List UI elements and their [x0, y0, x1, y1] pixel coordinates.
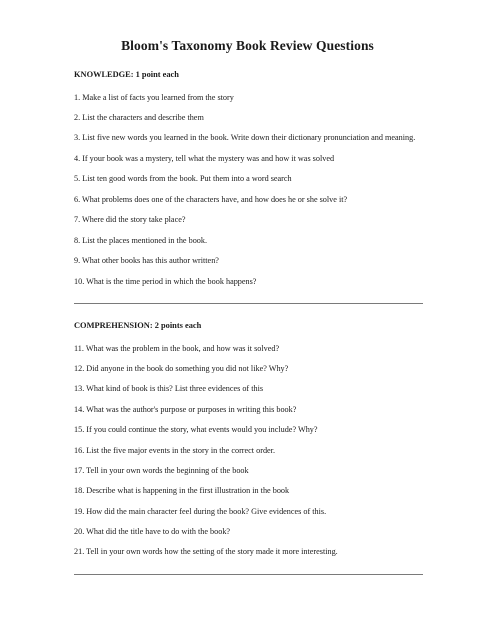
question-item: 7. Where did the story take place?	[74, 215, 186, 224]
question-item: 21. Tell in your own words how the setting of the story made it more interesting.	[74, 547, 338, 556]
section-heading-knowledge: KNOWLEDGE: 1 point each	[74, 70, 179, 79]
question-item: 14. What was the author's purpose or purposes in writing this book?	[74, 405, 297, 414]
question-item: 15. If you could continue the story, what events would you include? Why?	[74, 425, 318, 434]
question-item: 11. What was the problem in the book, and how was it solved?	[74, 344, 280, 353]
section-divider	[74, 303, 423, 304]
section-divider	[74, 574, 423, 575]
question-item: 17. Tell in your own words the beginning of the book	[74, 466, 249, 475]
question-item: 20. What did the title have to do with the book?	[74, 527, 231, 536]
question-item: 13. What kind of book is this? List three evidences of this	[74, 384, 264, 393]
question-item: 8. List the places mentioned in the book.	[74, 236, 208, 245]
question-item: 12. Did anyone in the book do something you did not like? Why?	[74, 364, 289, 373]
section-heading-comprehension: COMPREHENSION: 2 points each	[74, 321, 202, 330]
question-item: 16. List the five major events in the story in the correct order.	[74, 446, 275, 455]
question-item: 18. Describe what is happening in the first illustration in the book	[74, 486, 290, 495]
question-item: 4. If your book was a mystery, tell what the mystery was and how it was solved	[74, 154, 335, 163]
question-item: 9. What other books has this author written?	[74, 256, 219, 265]
question-item: 2. List the characters and describe them	[74, 113, 204, 122]
question-item: 10. What is the time period in which the book happens?	[74, 277, 257, 286]
question-item: 5. List ten good words from the book. Put them into a word search	[74, 174, 292, 183]
question-item: 1. Make a list of facts you learned from the story	[74, 93, 234, 102]
question-item: 19. How did the main character feel during the book? Give evidences of this.	[74, 507, 327, 516]
document-title: Bloom's Taxonomy Book Review Questions	[121, 38, 374, 53]
question-item: 3. List five new words you learned in the book. Write down their dictionary pronunciation and meaning.	[74, 133, 416, 142]
question-item: 6. What problems does one of the characters have, and how does he or she solve it?	[74, 195, 348, 204]
